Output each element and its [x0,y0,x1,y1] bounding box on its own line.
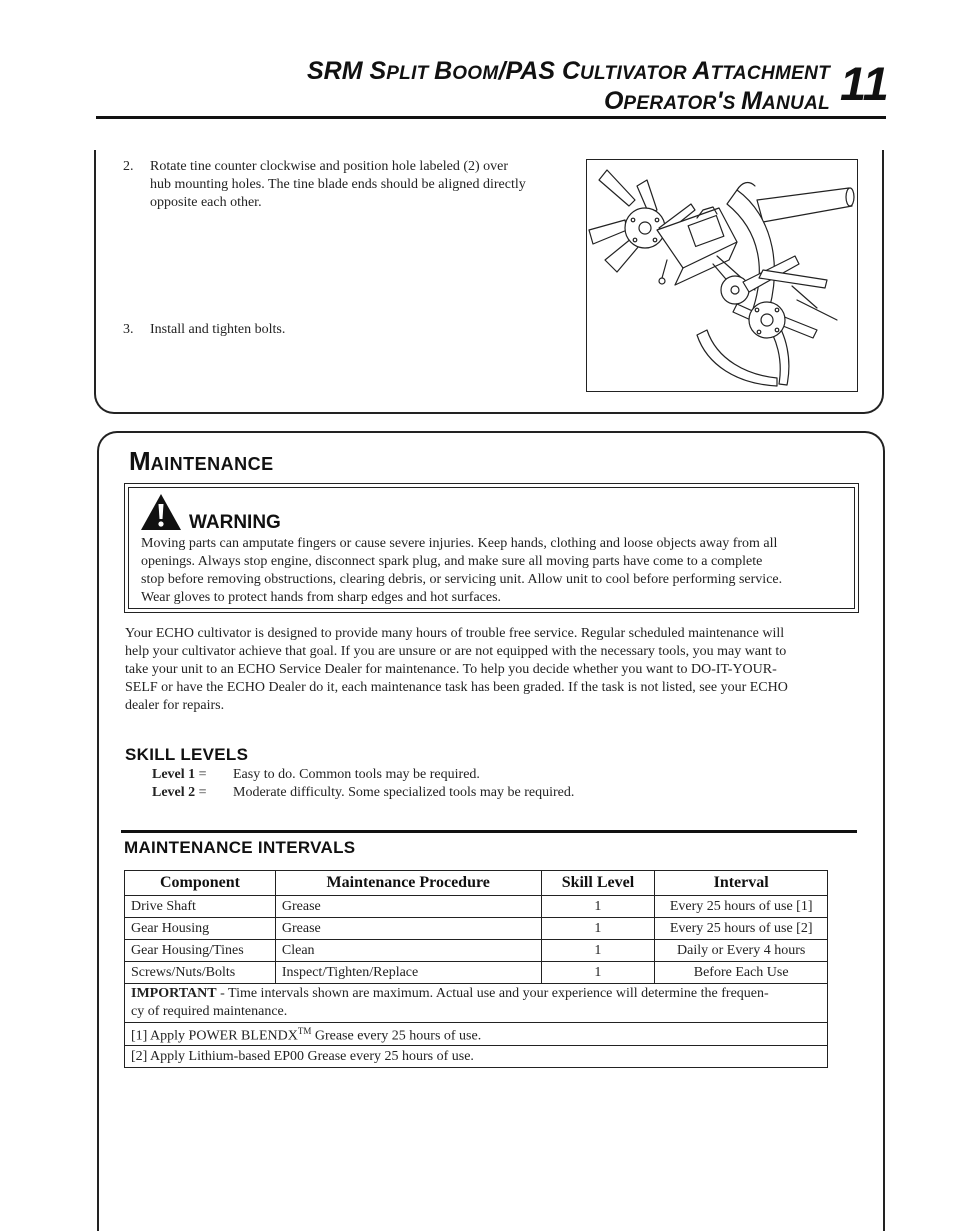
title-segment: ULTIVATOR [580,63,693,84]
warning-label: WARNING [189,512,281,533]
table-cell: 1 [541,962,655,984]
header-rule [96,116,886,119]
maintenance-heading: MAINTENANCE [129,446,274,476]
page-number: 11 [840,57,889,110]
column-header: Maintenance Procedure [275,871,541,896]
table-row [125,962,828,984]
table-cell: Clean [275,940,541,962]
header-title-line1 [307,58,830,88]
table-row [125,896,828,918]
title-segment: TTACHMENT [710,63,830,84]
table-cell: Inspect/Tighten/Replace [275,962,541,984]
page-header-title [307,58,830,118]
maintenance-intro-paragraph: Your ECHO cultivator is designed to provide many hours of trouble free service. Regular scheduled maintenance will help your cultivator achieve that goal. If you are unsure or are not equipped with the necessary tools, you may want to take your unit to an ECHO Service Dealer for maintenance. To help you decide whether you want to DO-IT-YOUR- SELF or have the ECHO Dealer do it, each maintenance task has been graded. If the task is not listed, see your ECHO dealer for repairs. [125,626,788,713]
title-segment: ' [716,87,723,115]
table-cell: 1 [541,940,655,962]
table-cell: 1 [541,896,655,918]
warning-text: Moving parts can amputate fingers or cause severe injuries. Keep hands, clothing and loose objects away from all openings. Always stop engine, disconnect spark plug, and make sure all moving parts have come to a complete stop before removing obstructions, clearing debris, or servicing unit. Allow unit to cool before performing service. Wear gloves to protect hands from sharp edges and hot surfaces. [141,536,783,605]
maintenance-intervals-table [124,870,828,1068]
table-cell: Gear Housing [125,918,276,940]
maintenance-intervals-heading: MAINTENANCE INTERVALS [124,838,356,857]
important-note: IMPORTANT - Time intervals shown are maximum. Actual use and your experience will determine the frequen- cy of required maintenance. [125,984,828,1023]
title-segment: OOM [452,63,499,84]
table-cell: Drive Shaft [125,896,276,918]
step-number: 3. [123,322,134,337]
footnote-1: [1] Apply POWER BLENDX™ Grease every 25 hours of use. [125,1023,828,1046]
title-segment: PLIT [386,63,435,84]
column-header: Interval [655,871,828,896]
assembly-step-2 [123,158,563,218]
table-cell: Daily or Every 4 hours [655,940,828,962]
skill-level-1: Level 1 = Easy to do. Common tools may be required. [152,767,480,782]
table-note-row [125,1023,828,1046]
table-header-row [125,871,828,896]
skill-level-2: Level 2 = Moderate difficulty. Some specialized tools may be required. [152,785,575,800]
title-segment: C [561,57,581,85]
table-note-row [125,1045,828,1067]
title-segment: SRM [307,57,370,85]
title-segment: PERATOR [623,93,717,114]
title-segment: ANUAL [762,93,830,114]
step-text: Rotate tine counter clockwise and position hole labeled (2) over hub mounting holes. The tine blade ends should be aligned directly opposite each other. [150,159,526,210]
table-cell: Before Each Use [655,962,828,984]
tine-assembly-illustration [586,159,858,392]
table-row [125,940,828,962]
column-header: Component [125,871,276,896]
title-segment: M [741,87,762,115]
table-row [125,918,828,940]
table-cell: Gear Housing/Tines [125,940,276,962]
title-segment: S [722,93,742,114]
header-title-line2 [307,88,830,118]
table-note-row [125,984,828,1023]
assembly-step-3 [123,321,423,341]
title-segment: A [692,57,711,85]
title-segment: B [434,57,453,85]
table-cell: 1 [541,918,655,940]
step-number: 2. [123,159,134,174]
table-cell: Grease [275,896,541,918]
intervals-rule [121,830,857,833]
table-cell: Every 25 hours of use [1] [655,896,828,918]
table-cell: Screws/Nuts/Bolts [125,962,276,984]
column-header: Skill Level [541,871,655,896]
title-segment: O [603,87,624,115]
skill-levels-heading: SKILL LEVELS [125,745,249,764]
warning-triangle-icon [140,493,182,536]
footnote-2: [2] Apply Lithium-based EP00 Grease every 25 hours of use. [125,1045,828,1067]
table-cell: Every 25 hours of use [2] [655,918,828,940]
step-text: Install and tighten bolts. [150,322,286,337]
title-segment: S [369,57,387,85]
table-cell: Grease [275,918,541,940]
title-segment: /PAS [498,57,562,85]
